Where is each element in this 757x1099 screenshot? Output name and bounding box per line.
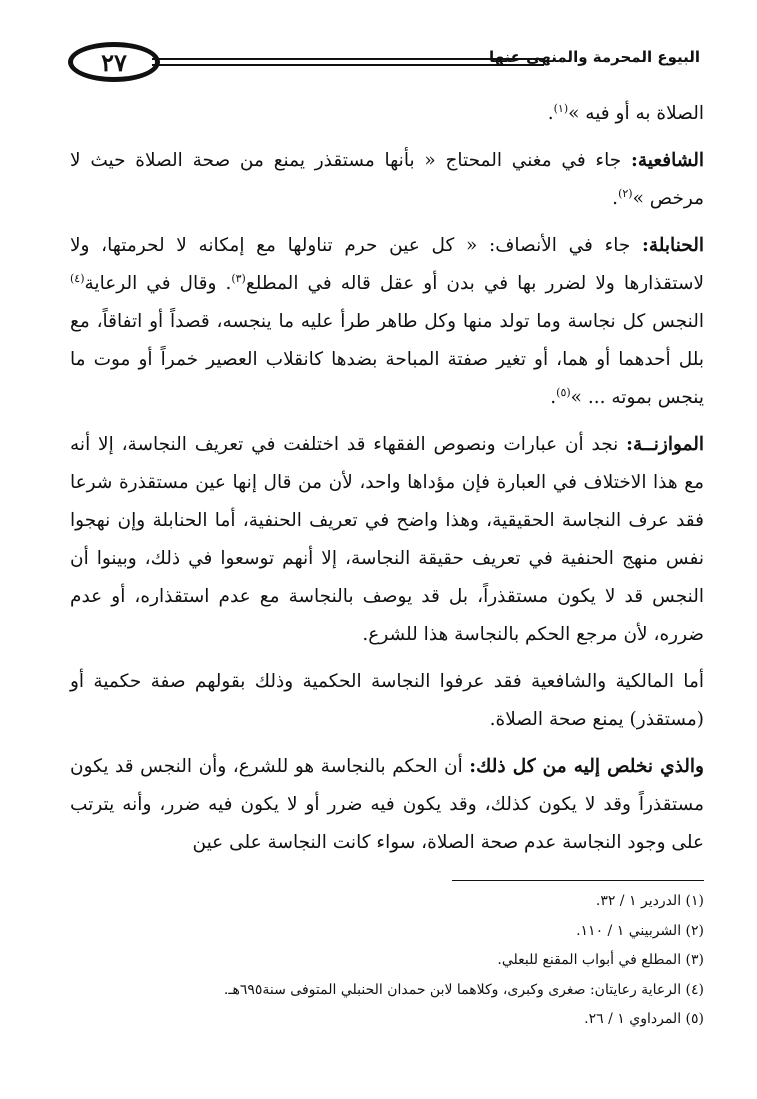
paragraph-text: جاء في مغني المحتاج « بأنها مستقذر يمنع من صحة الصلاة حيث لا مرخص » <box>70 150 704 209</box>
paragraph-lead: والذي نخلص إليه من كل ذلك: <box>469 756 704 777</box>
footnote-separator <box>452 880 704 881</box>
page-number: ٢٧ <box>101 47 127 77</box>
footnote-1: (١) الدردير ١ / ٣٢. <box>595 893 704 909</box>
paragraph-text: النجس كل نجاسة وما تولد منها وكل طاهر طرأ عليه ما ينجسه، قصداً أو اتفاقاً، مع بلل أحدهما أو هما، أو تغير صفتة المباحة بضدها كانقلاب العصير خمراً أو موت ما ينجس بموته ... » <box>70 311 704 408</box>
paragraph-muwazana <box>70 426 704 654</box>
footnote-ref: (٢) <box>618 186 633 200</box>
paragraph-lead: الموازنــة: <box>626 434 704 455</box>
paragraph-lead: الشافعية: <box>630 150 704 171</box>
paragraph-lead: الحنابلة: <box>642 235 704 256</box>
paragraph-shafiiyya <box>70 142 704 218</box>
header-double-rule <box>152 58 544 66</box>
page-header <box>60 40 700 86</box>
paragraph-text: أن الحكم بالنجاسة هو للشرع، وأن النجس قد يكون مستقذراً وقد لا يكون كذلك، وقد يكون فيه ضرر أو لا يكون فيه ضرر، وأنه يترتب على وجود النجاسة عدم صحة الصلاة، سواء كانت النجاسة على عين <box>70 756 704 853</box>
footnote-5: (٥) المرداوي ١ / ٢٦. <box>584 1011 704 1027</box>
paragraph-end: . <box>612 188 619 209</box>
paragraph-end: . <box>550 387 557 408</box>
paragraph-end: . <box>547 103 554 124</box>
footnote-ref: (٥) <box>556 385 571 399</box>
running-title: البيوع المحرمة والمنهي عنها <box>489 48 700 66</box>
footnote-ref: (٣) <box>231 271 246 285</box>
footnote-2: (٢) الشربيني ١ / ١١٠. <box>576 922 704 939</box>
paragraph-text: جاء في الأنصاف: « كل عين حرم تناولها مع إمكانه لا لحرمتها، ولا لاستقذارها ولا لضرر بها في بدن أو عقل قاله في المطلع <box>70 235 704 294</box>
footnotes <box>190 887 704 1035</box>
footnote-ref: (١) <box>553 101 569 115</box>
paragraph-text: نجد أن عبارات ونصوص الفقهاء قد اختلفت في تعريف النجاسة، إلا أنه مع هذا الاختلاف في العبارة فإن مؤداها واحد، لأن من قال إنها عين مستقذرة شرعا فقد عرف النجاسة الحقيقية، وهذا واضح في تعريف الحنفية، أما الحنابلة وإن نهجوا نفس منهج الحنفية في تعريف حقيقة النجاسة، إلا أنهم توسعوا في ذلك، وبينوا أن النجس قد لا يكون مستقذراً، بل قد يوصف بالنجاسة مع عدم استقذاره، أو عدم ضرره، لأن مرجع الحكم بالنجاسة هذا للشرع. <box>70 434 704 645</box>
paragraph-conclusion <box>70 748 704 862</box>
footnote-ref: (٤) <box>70 271 85 285</box>
footnote-4: (٤) الرعاية رعايتان: صغرى وكبرى، وكلاهما لابن حمدان الحنبلي المتوفى سنة٦٩٥هـ. <box>223 981 704 998</box>
page-number-badge <box>68 42 160 82</box>
paragraph-text: أما المالكية والشافعية فقد عرفوا النجاسة الحكمية وذلك بقولهم صفة حكمية أو (مستقذر) يمنع صحة الصلاة. <box>70 671 704 730</box>
main-text <box>70 95 704 871</box>
footnote-3: (٣) المطلع في أبواب المقنع للبعلي. <box>497 952 704 968</box>
paragraph-malikiyya <box>70 663 704 739</box>
paragraph-text: الصلاة به أو فيه » <box>568 103 704 124</box>
paragraph-text: . وقال في الرعاية <box>84 273 232 294</box>
paragraph-1 <box>70 95 704 133</box>
paragraph-hanabila <box>70 227 704 417</box>
